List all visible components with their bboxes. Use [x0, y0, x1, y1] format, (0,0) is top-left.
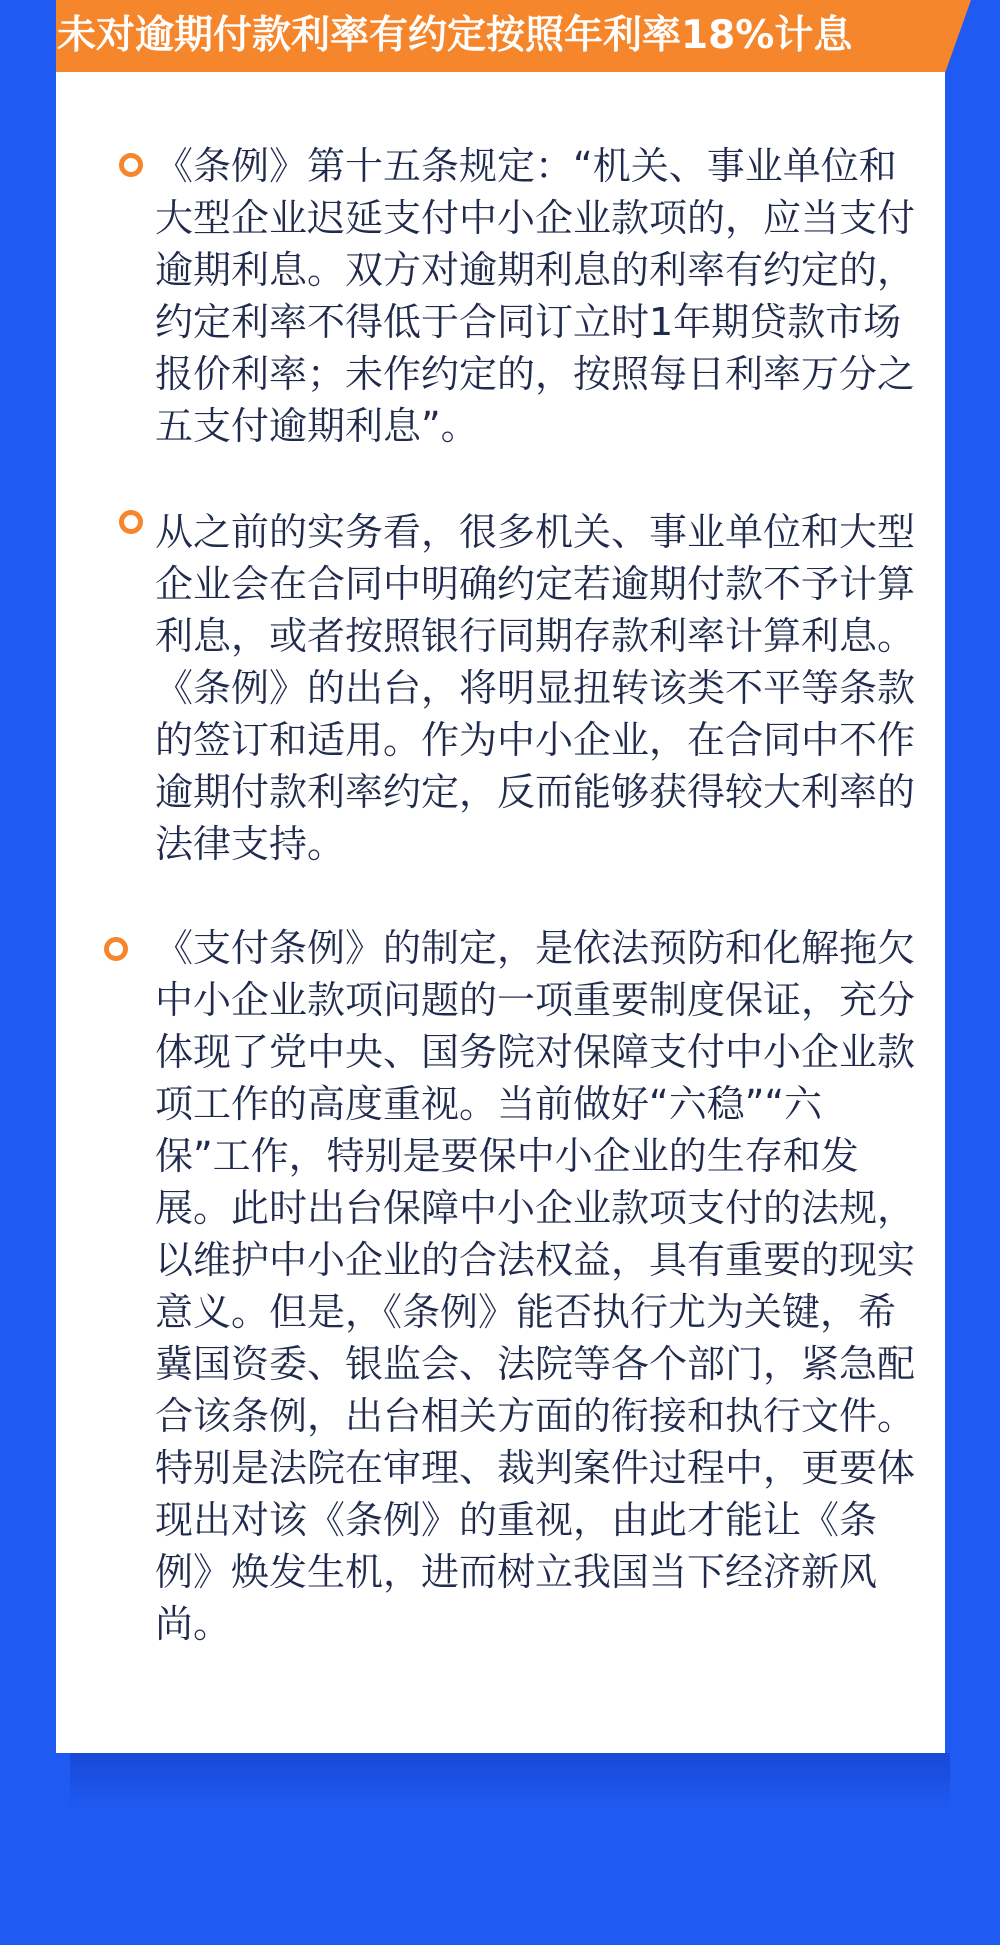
- paragraph-2: 从之前的实务看，很多机关、事业单位和大型企业会在合同中明确约定若逾期付款不予计算利息，或者按照银行同期存款利率计算利息。《条例》的出台，将明显扭转该类不平等条款的签订和适用。作为中小企业，在合同中不作逾期付款利率约定，反而能够获得较大利率的法律支持。: [155, 510, 916, 866]
- bullet-circle-icon: [104, 937, 128, 961]
- paragraph-3: 《支付条例》的制定，是依法预防和化解拖欠中小企业款项问题的一项重要制度保证，充分体现了党中央、国务院对保障支付中小企业款项工作的高度重视。当前做好“六稳”“六保”工作，特别是要保中小企业的生存和发展。此时出台保障中小企业款项支付的法规，以维护中小企业的合法权益，具有重要的现实意义。但是，《条例》能否执行尤为关键，希冀国资委、银监会、法院等各个部门，紧急配合该条例，出台相关方面的衔接和执行文件。特别是法院在审理、裁判案件过程中，更要体现出对该《条例》的重视，由此才能让《条例》焕发生机，进而树立我国当下经济新风尚。: [155, 926, 916, 1646]
- bullet-circle-icon: [119, 510, 143, 534]
- paragraph-1: 《条例》第十五条规定：“机关、事业单位和大型企业迟延支付中小企业款项的，应当支付逾期利息。双方对逾期利息的利率有约定的，约定利率不得低于合同订立时1年期贷款市场报价利率；未作约定的，按照每日利率万分之五支付逾期利息”。: [155, 144, 916, 448]
- card-shadow: [70, 1753, 950, 1813]
- section-title: 未对逾期付款利率有约定按照年利率18%计息: [57, 13, 853, 58]
- bullet-circle-icon: [119, 153, 143, 177]
